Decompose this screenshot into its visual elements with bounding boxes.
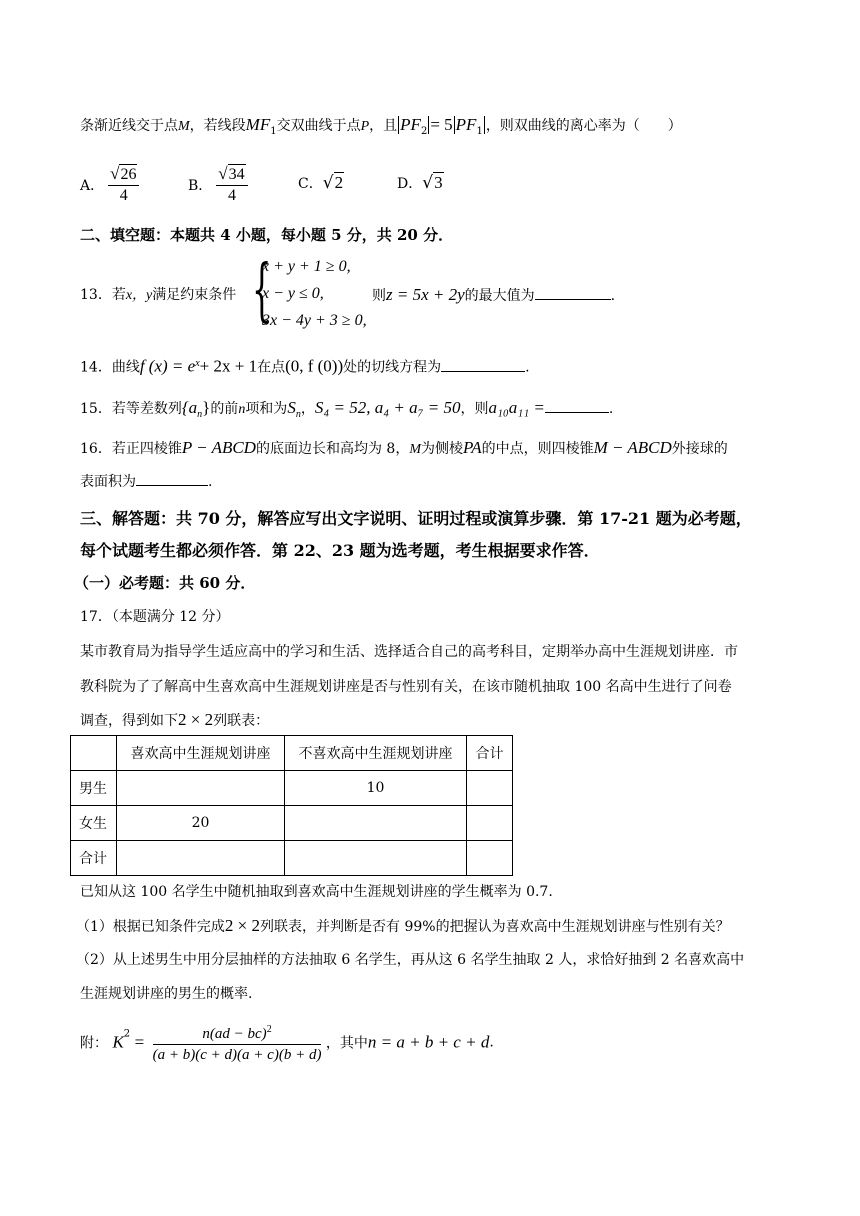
q13-expr: z = 5x + 2y bbox=[386, 285, 465, 304]
q16-d: 的中点，则四棱锥 bbox=[481, 441, 594, 457]
q17-p2: 教科院为了了解高中生喜欢高中生涯规划讲座是否与性别有关，在该市随机抽取 100 名高中生进行了问卷 bbox=[80, 679, 732, 695]
q15-target: a₁₀a₁₁ = bbox=[488, 398, 545, 417]
q17-part1-a: （1）根据已知条件完成 bbox=[76, 919, 225, 935]
q17-part-2a: （2）从上述男生中用分层抽样的方法抽取 6 名学生，再从这 6 名学生抽取 2 人，求恰好抽到 2 名喜欢高中 bbox=[76, 952, 745, 968]
q17-p3-a: 调查，得到如下 bbox=[80, 713, 178, 729]
q17-p3 bbox=[80, 710, 269, 731]
q15-s: S bbox=[287, 398, 296, 417]
k-denominator: (a + b)(c + d)(a + c)(b + d) bbox=[152, 1047, 322, 1063]
table-cell: 男生 bbox=[71, 771, 117, 806]
q15-pre: 15．若等差数列 bbox=[80, 401, 182, 417]
q16-pyr: P − ABCD bbox=[181, 438, 256, 457]
q17-p1: 某市教育局为指导学生适应高中的学习和生活、选择适合自己的高考科目，定期举办高中生涯规划讲座．市 bbox=[80, 644, 738, 660]
table-cell: 10 bbox=[285, 771, 467, 806]
table-header-cell bbox=[71, 736, 117, 771]
q14-func-b: + 2x + 1 bbox=[199, 356, 258, 376]
section-2-heading: 二、填空题：本题共 4 小题，每小题 5 分，共 20 分． bbox=[80, 226, 454, 244]
q12-eq5: = 5 bbox=[430, 115, 453, 134]
option-label: B． bbox=[188, 178, 213, 194]
k-eq: = bbox=[134, 1032, 145, 1052]
appendix-label: 附： bbox=[80, 1035, 108, 1052]
q16-line-1 bbox=[80, 438, 728, 460]
k-symbol: K bbox=[112, 1032, 124, 1052]
q13-pre: 13．若 bbox=[80, 287, 126, 303]
q12-var-p: P bbox=[360, 119, 370, 134]
option-label: D． bbox=[397, 176, 423, 192]
q13-intro bbox=[80, 285, 236, 306]
section-3-subheading: （一）必考题：共 60 分． bbox=[74, 574, 256, 592]
q12-text-c: 交双曲线于点 bbox=[276, 118, 361, 134]
q13-post-a: 则 bbox=[372, 288, 386, 304]
answer-blank[interactable] bbox=[545, 399, 609, 413]
q12-stem bbox=[80, 115, 682, 142]
q12-pf1: PF bbox=[455, 115, 477, 134]
q14-post: 处的切线方程为 bbox=[343, 359, 442, 376]
q15-mid-b: 项和为 bbox=[245, 401, 288, 417]
q15-seq-sub: n bbox=[197, 408, 203, 420]
q12-text-e: ，则双曲线的离心率为（ ） bbox=[485, 118, 682, 134]
q12-seg-mf: MF bbox=[245, 115, 271, 134]
q17-part1-m: 2 × 2 bbox=[224, 916, 261, 935]
q14-mid: 在点 bbox=[257, 359, 286, 376]
abs-bar bbox=[484, 116, 485, 134]
denominator: 4 bbox=[227, 187, 236, 204]
q17-given: 已知从这 100 名学生中随机抽取到喜欢高中生涯规划讲座的学生概率为 0.7. bbox=[80, 884, 553, 900]
table-cell bbox=[285, 806, 467, 841]
q14-end: . bbox=[525, 359, 530, 376]
q16-line-2 bbox=[80, 472, 212, 492]
radicand: 2 bbox=[334, 173, 344, 192]
q16-pyr2: M − ABCD bbox=[593, 438, 672, 457]
table-cell bbox=[285, 841, 467, 876]
table-cell bbox=[117, 841, 285, 876]
abs-bar bbox=[454, 116, 455, 134]
option-fraction: $\frac{√34}{4}$ bbox=[216, 164, 247, 206]
q15-n: n bbox=[238, 402, 246, 417]
q13-objective bbox=[372, 285, 615, 306]
section-3-heading-1: 三、解答题：共 70 分，解答应写出文字说明、证明过程或演算步骤．第 17-21 题为必考题， bbox=[80, 509, 752, 528]
q17-part-1 bbox=[76, 916, 730, 937]
table-cell: 合计 bbox=[71, 841, 117, 876]
q13-mid: 满足约束条件 bbox=[152, 287, 237, 303]
q14-func: f (x) = e bbox=[139, 356, 196, 376]
q16-e: 外接球的 bbox=[671, 441, 728, 457]
appendix-mid: ，其中 bbox=[325, 1035, 368, 1052]
table-cell bbox=[117, 771, 285, 806]
q13-vars: x，y bbox=[125, 288, 153, 303]
table-row bbox=[71, 806, 513, 841]
q17-part1-b: 列联表，并判断是否有 99%的把握认为喜欢高中生涯规划讲座与性别有关？ bbox=[260, 919, 730, 935]
table-header-cell: 合计 bbox=[467, 736, 513, 771]
table-cell bbox=[467, 841, 513, 876]
constraint-3: 3x − 4y + 3 ≥ 0, bbox=[262, 312, 367, 329]
q13-end: . bbox=[610, 288, 616, 304]
k-num-sup: 2 bbox=[266, 1024, 272, 1035]
q12-var-m: M bbox=[178, 119, 190, 134]
q15-comma: ， bbox=[300, 401, 315, 417]
q14-exp: x bbox=[195, 358, 200, 369]
table-header-cell: 喜欢高中生涯规划讲座 bbox=[117, 736, 285, 771]
radicand: 26 bbox=[120, 166, 137, 183]
q16-line2-text: 表面积为 bbox=[80, 474, 136, 490]
q14-pre: 14．曲线 bbox=[80, 359, 140, 376]
q12-text-a: 条渐近线交于点 bbox=[80, 118, 178, 134]
contingency-table bbox=[70, 735, 513, 876]
brace-icon: { bbox=[252, 251, 272, 330]
q15 bbox=[80, 398, 613, 425]
q14-point: (0, f (0)) bbox=[285, 356, 344, 376]
q12-option-c: C．√2 bbox=[298, 173, 344, 193]
table-cell bbox=[467, 806, 513, 841]
q12-option-a bbox=[80, 164, 139, 204]
q16-a: 16．若正四棱锥 bbox=[80, 441, 182, 457]
section-3-heading-2: 每个试题考生都必须作答．第 22、23 题为选考题，考生根据要求作答． bbox=[80, 541, 600, 560]
q15-end: . bbox=[608, 401, 614, 417]
q12-sub1b: 1 bbox=[476, 125, 483, 137]
table-header-cell: 不喜欢高中生涯规划讲座 bbox=[285, 736, 467, 771]
q12-sub1: 1 bbox=[270, 125, 277, 137]
answer-blank[interactable] bbox=[136, 472, 208, 486]
radicand: 3 bbox=[434, 173, 443, 192]
k-sup: 2 bbox=[123, 1028, 131, 1040]
k-squared-formula bbox=[80, 1020, 494, 1065]
table-cell bbox=[467, 771, 513, 806]
k-numerator: n(ad − bc) bbox=[202, 1026, 267, 1042]
q17-part-2b: 生涯规划讲座的男生的概率. bbox=[80, 986, 253, 1002]
q15-cond: S₄ = 52, a₄ + a₇ = 50 bbox=[314, 398, 461, 417]
q17-p3-b: 列联表： bbox=[213, 713, 270, 729]
q16-m: M bbox=[409, 442, 421, 457]
abs-bar bbox=[398, 116, 399, 134]
q12-pf2: PF bbox=[400, 115, 421, 134]
q12-option-d: D．√3 bbox=[397, 173, 443, 193]
q12-text-d: ，且 bbox=[369, 118, 398, 134]
radicand: 34 bbox=[228, 166, 245, 183]
q16-end: . bbox=[208, 474, 213, 490]
q12-text-b: ，若线段 bbox=[189, 118, 246, 134]
q17-head: 17．（本题满分 12 分） bbox=[80, 609, 230, 625]
q15-mid-a: 的前 bbox=[210, 401, 239, 417]
table-header-row bbox=[71, 736, 513, 771]
q17-p3-m: 2 × 2 bbox=[178, 710, 214, 729]
q15-mid-c: ，则 bbox=[460, 401, 489, 417]
answer-blank[interactable] bbox=[441, 358, 525, 372]
constraint-1: x + y + 1 ≥ 0, bbox=[262, 258, 351, 275]
q16-b: 的底面边长和高均为 8， bbox=[255, 441, 410, 457]
answer-blank[interactable] bbox=[535, 286, 611, 300]
q16-pa: PA bbox=[463, 438, 482, 457]
table-row bbox=[71, 771, 513, 806]
k-fraction bbox=[153, 1020, 322, 1065]
table-cell: 20 bbox=[117, 806, 285, 841]
q15-s-sub: n bbox=[295, 408, 301, 420]
option-fraction: $\frac{√26}{4}$ bbox=[108, 164, 139, 206]
denominator: 4 bbox=[119, 187, 128, 204]
q12-sub2: 2 bbox=[420, 125, 428, 137]
table-cell: 女生 bbox=[71, 806, 117, 841]
option-label: A． bbox=[80, 178, 105, 194]
n-definition: n = a + b + c + d bbox=[367, 1032, 490, 1052]
q13-post-b: 的最大值为 bbox=[464, 288, 535, 304]
q15-seq: {a bbox=[181, 398, 198, 417]
option-label: C． bbox=[298, 176, 323, 192]
q16-c: 为侧棱 bbox=[421, 441, 463, 457]
constraint-2: x − y ≤ 0, bbox=[262, 285, 324, 302]
table-row bbox=[71, 841, 513, 876]
appendix-end: . bbox=[489, 1034, 494, 1051]
q14 bbox=[80, 354, 530, 378]
q12-option-b bbox=[188, 164, 248, 204]
q15-seq-close: } bbox=[202, 398, 211, 417]
